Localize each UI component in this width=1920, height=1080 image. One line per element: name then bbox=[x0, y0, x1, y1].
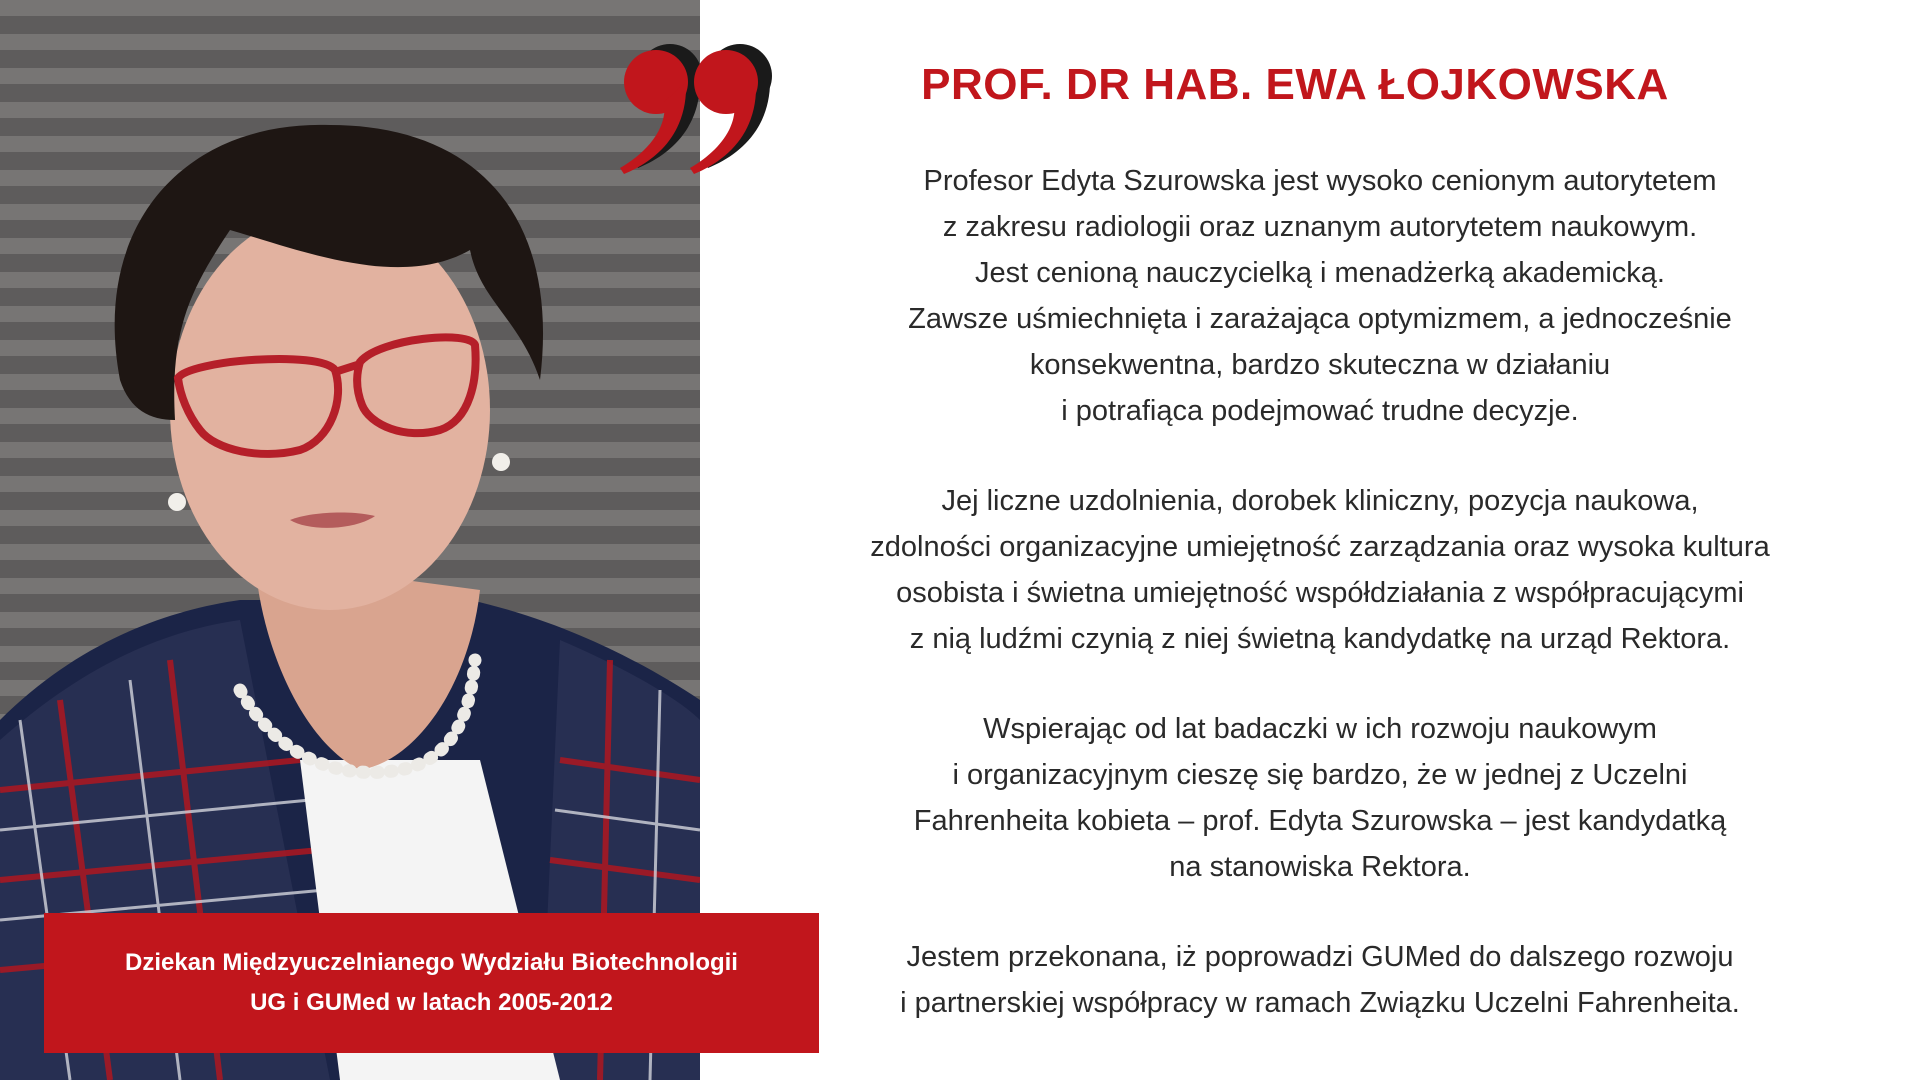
quote-line: Profesor Edyta Szurowska jest wysoko cenionym autorytetem bbox=[923, 165, 1717, 197]
quote-paragraph bbox=[780, 934, 1860, 1026]
blind-slat bbox=[0, 68, 700, 84]
person-name: PROF. DR HAB. EWA ŁOJKOWSKA bbox=[921, 60, 1669, 109]
quote-line: konsekwentna, bardzo skuteczna w działaniu bbox=[1029, 349, 1611, 381]
caption-line: UG i GUMed w latach 2005-2012 bbox=[250, 989, 613, 1016]
quote-line: z nią ludźmi czynią z niej świetną kandydatkę na urząd Rektora. bbox=[909, 623, 1731, 655]
quote-line: osobista i świetna umiejętność współdziałania z współpracującymi bbox=[896, 577, 1744, 609]
blind-slat bbox=[0, 34, 700, 50]
earring-left bbox=[168, 493, 186, 511]
quote-line: Jej liczne uzdolnienia, dorobek kliniczny, pozycja naukowa, bbox=[941, 485, 1699, 517]
quote-line: na stanowiska Rektora. bbox=[1169, 851, 1471, 883]
quote-line: z zakresu radiologii oraz uznanym autorytetem naukowym. bbox=[942, 211, 1698, 243]
blind-slat bbox=[0, 102, 700, 118]
quote-body bbox=[780, 158, 1860, 1070]
blind-slat bbox=[0, 0, 700, 16]
quote-line: Zawsze uśmiechnięta i zarażająca optymizmem, a jednocześnie bbox=[908, 303, 1732, 335]
face bbox=[170, 210, 490, 610]
quote-line: Wspierając od lat badaczki w ich rozwoju naukowym bbox=[983, 713, 1657, 745]
quote-line: i organizacyjnym cieszę się bardzo, że w jednej z Uczelni bbox=[952, 759, 1688, 791]
closing-quote-icon bbox=[612, 36, 772, 176]
caption-box bbox=[44, 913, 819, 1053]
caption-line: Dziekan Międzyuczelnianego Wydziału Biotechnologii bbox=[125, 949, 738, 976]
quote-paragraph bbox=[780, 158, 1860, 434]
quote-line: i partnerskiej współpracy w ramach Związku Uczelni Fahrenheita. bbox=[900, 987, 1740, 1019]
quote-paragraph bbox=[780, 706, 1860, 890]
quote-paragraph bbox=[780, 478, 1860, 662]
quote-line: zdolności organizacyjne umiejętność zarządzania oraz wysoka kultura bbox=[870, 531, 1770, 563]
quote-line: Jest cenioną nauczycielką i menadżerką akademicką. bbox=[975, 257, 1665, 289]
quote-line: Jestem przekonana, iż poprowadzi GUMed do dalszego rozwoju bbox=[906, 941, 1734, 973]
earring-right bbox=[492, 453, 510, 471]
quote-line: Fahrenheita kobieta – prof. Edyta Szurowska – jest kandydatką bbox=[913, 805, 1727, 837]
quote-line: i potrafiąca podejmować trudne decyzje. bbox=[1061, 395, 1579, 427]
